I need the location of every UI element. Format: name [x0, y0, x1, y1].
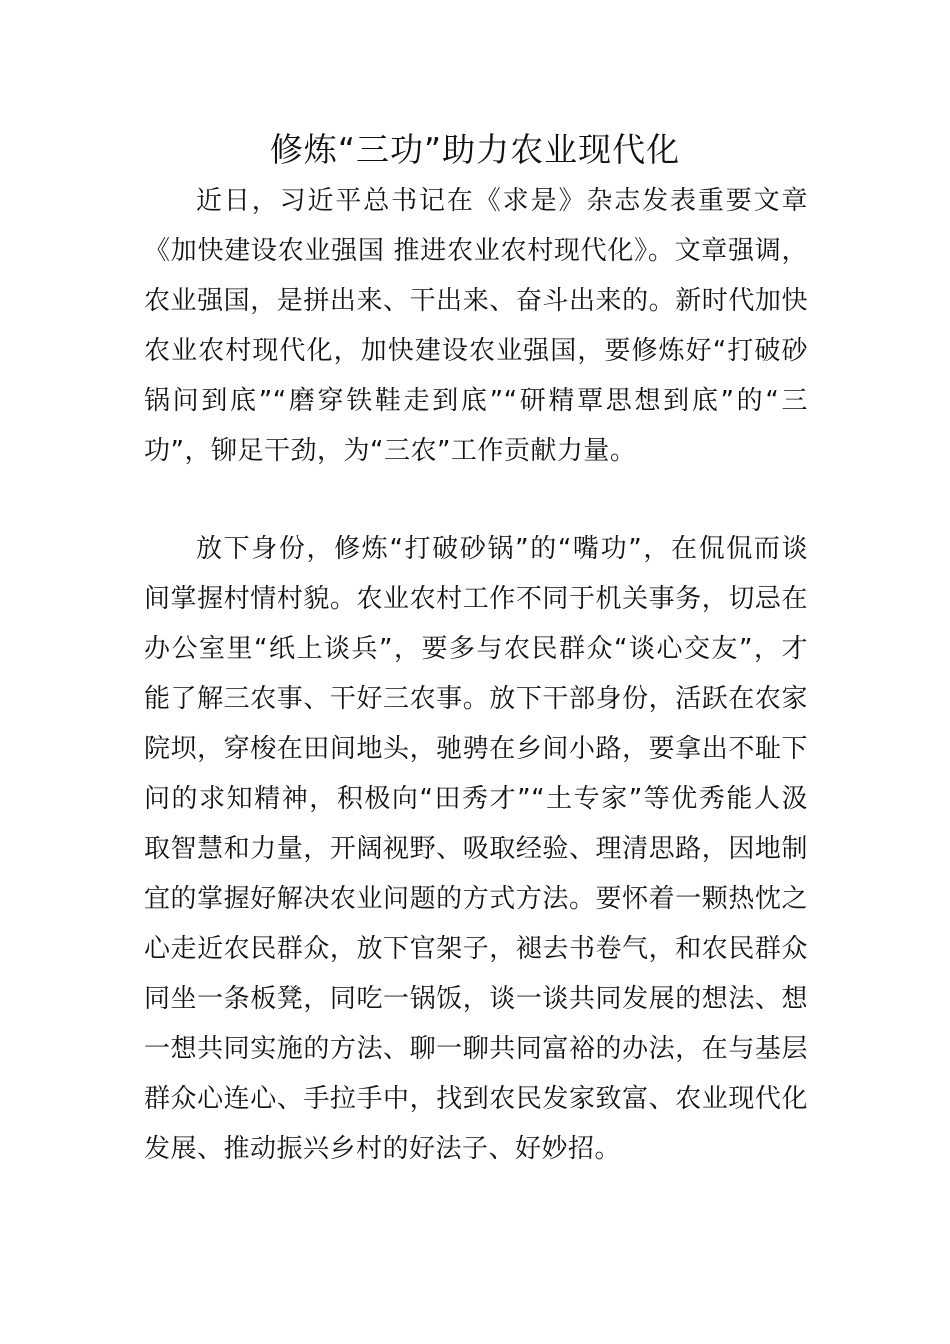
- paragraph-intro: 近日，习近平总书记在《求是》杂志发表重要文章《加快建设农业强国 推进农业农村现代化》。文章强调，农业强国，是拼出来、干出来、奋斗出来的。新时代加快农业农村现代化，加快建设农业强国，要修炼好“打破砂锅问到底”“磨穿铁鞋走到底”“研精覃思想到底”的“三功”，铆足干劲，为“三农”工作贡献力量。: [144, 186, 808, 466]
- paragraph-speech-skill: 放下身份，修炼“打破砂锅”的“嘴功”，在侃侃而谈间掌握村情村貌。农业农村工作不同于机关事务，切忌在办公室里“纸上谈兵”，要多与农民群众“谈心交友”，才能了解三农事、干好三农事。放下干部身份，活跃在农家院坝，穿梭在田间地头，驰骋在乡间小路，要拿出不耻下问的求知精神，积极向“田秀才”“土专家”等优秀能人汲取智慧和力量，开阔视野、吸取经验、理清思路，因地制宜的掌握好解决农业问题的方式方法。要怀着一颗热忱之心走近农民群众，放下官架子，褪去书卷气，和农民群众同坐一条板凳，同吃一锅饭，谈一谈共同发展的想法、想一想共同实施的方法、聊一聊共同富裕的办法，在与基层群众心连心、手拉手中，找到农民发家致富、农业现代化发展、推动振兴乡村的好法子、好妙招。: [144, 534, 808, 1164]
- document-title: 修炼“三功”助力农业现代化: [269, 130, 681, 169]
